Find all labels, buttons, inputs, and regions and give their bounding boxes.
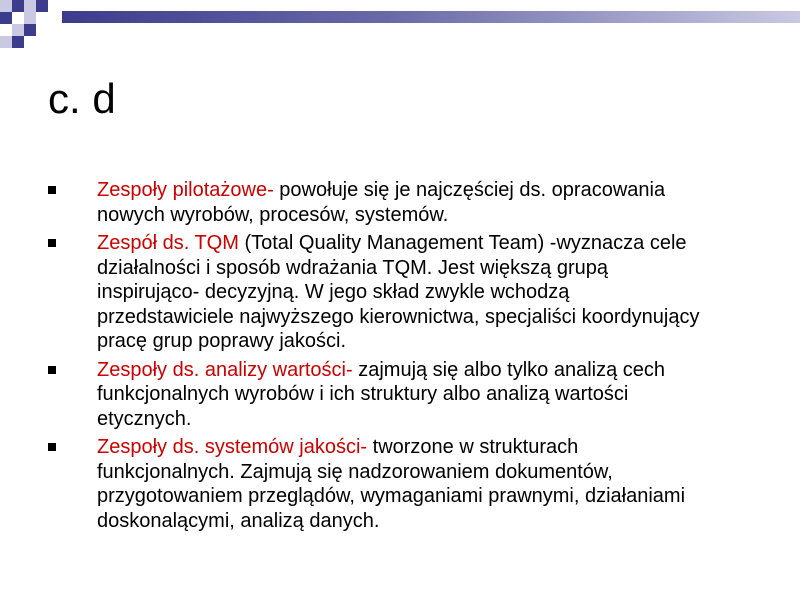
decorative-square xyxy=(12,0,24,12)
decorative-square xyxy=(0,36,12,48)
decorative-square xyxy=(24,24,36,36)
bullet-item xyxy=(48,358,708,432)
decorative-square xyxy=(24,0,36,12)
bullet-term: Zespoły ds. analizy wartości- xyxy=(97,358,353,381)
bullet-term: Zespoły ds. systemów jakości- xyxy=(97,436,368,458)
bullet-term: Zespoły pilotażowe- xyxy=(97,179,274,201)
bullet-term: Zespół ds. TQM xyxy=(97,232,239,254)
square-bullet-icon xyxy=(48,443,56,451)
square-bullet-icon xyxy=(48,186,56,194)
bullet-item xyxy=(48,435,708,533)
square-bullet-icon xyxy=(48,366,56,374)
decorative-square xyxy=(12,36,24,48)
square-bullet-icon xyxy=(48,239,56,247)
decorative-square xyxy=(12,24,24,36)
decorative-square xyxy=(36,0,48,12)
bullet-text: (Total Quality Management Team) -wyznacza cele działalności i sposób wdrażania TQM. Jest większą grupą inspirująco- decyzyjną. W jego skład zwykle wchodzą przedstawiciele najwyższego kierownictwa, specjaliści koordynujący pracę grup poprawy jakości. xyxy=(97,232,700,352)
bullet-list xyxy=(48,178,708,537)
slide-title: c. d xyxy=(48,75,116,122)
decorative-header-bar xyxy=(62,11,800,23)
bullet-item xyxy=(48,231,708,354)
decorative-square xyxy=(24,12,36,24)
decorative-square xyxy=(0,0,12,12)
bullet-text: tworzone w strukturach funkcjonalnych. Zajmują się nadzorowaniem dokumentów, przygotowaniem przeglądów, wymaganiami prawnymi, działaniami doskonalącymi, analizą danych. xyxy=(97,436,686,532)
bullet-text: powołuje się je najczęściej ds. opracowania nowych wyrobów, procesów, systemów. xyxy=(97,179,666,226)
decorative-square xyxy=(0,12,12,24)
bullet-item xyxy=(48,178,708,227)
bullet-text: zajmują się albo tylko analizą cech funkcjonalnych wyrobów i ich struktury albo analizą wartości etycznych. xyxy=(97,358,666,430)
